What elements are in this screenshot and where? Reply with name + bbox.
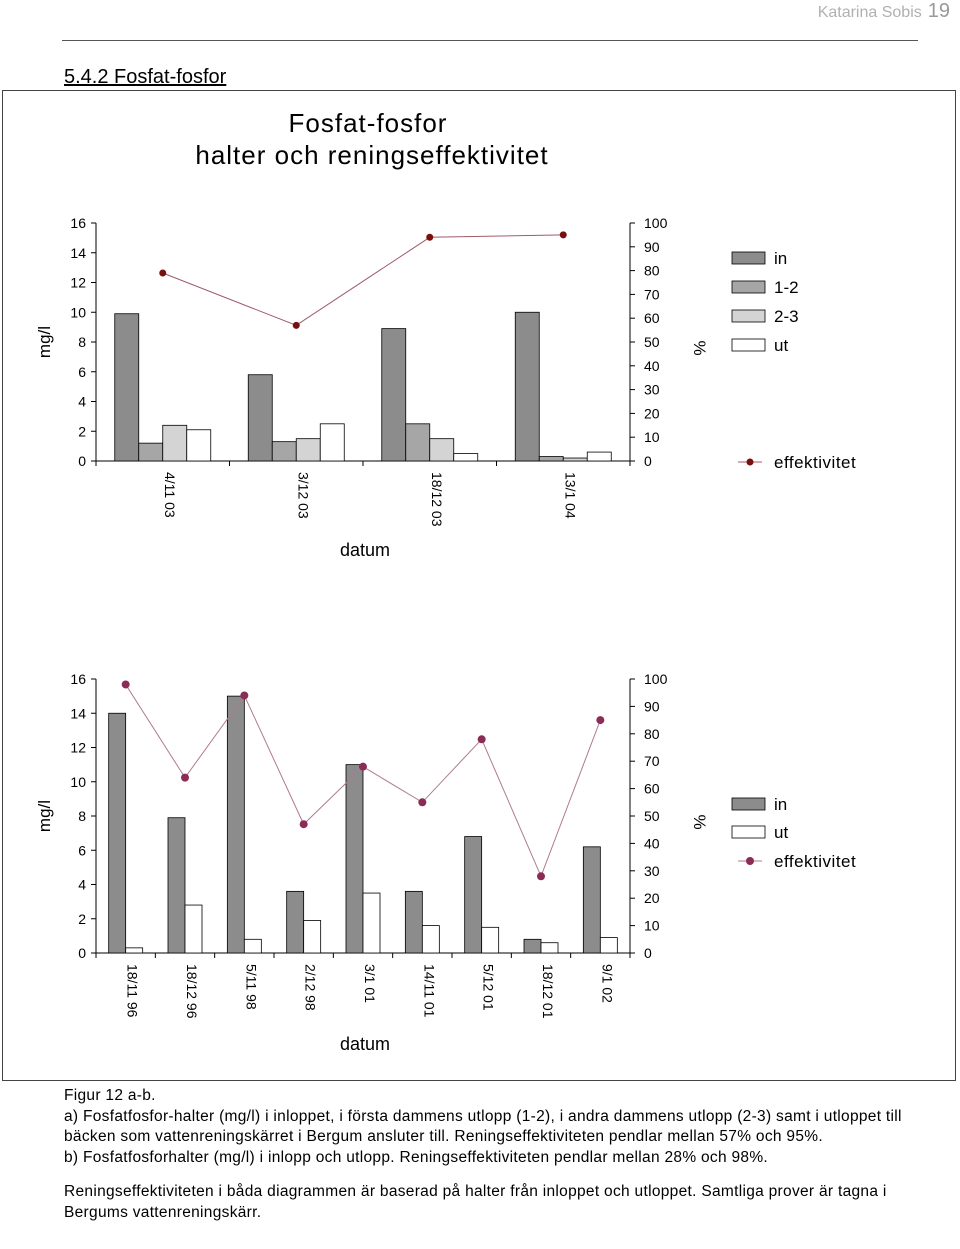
chart2-ytick-label: 8 <box>78 808 86 824</box>
chart2-bar-ut-4 <box>304 920 321 953</box>
chart1-ytick-label: 12 <box>70 274 86 291</box>
chart2-y2tick-label: 100 <box>644 671 668 687</box>
chart1-y2tick-label: 60 <box>644 310 660 327</box>
chart2-y2tick-label: 50 <box>644 808 660 824</box>
chart2-category-label: 18/11 96 <box>124 964 141 1018</box>
chart2-bar-ut-8 <box>541 943 558 953</box>
chart2-efficiency-point-4 <box>300 820 308 828</box>
chart1-y2tick-label: 80 <box>644 262 660 279</box>
chart2-y2tick-label: 10 <box>644 917 660 934</box>
chart1-subtitle: halter och reningseffektivitet <box>195 140 549 170</box>
chart2-legend-swatch-ut <box>732 826 765 838</box>
chart2-y2tick-label: 80 <box>644 725 660 742</box>
chart1-efficiency-point-3 <box>426 234 433 241</box>
chart1-ytick-label: 0 <box>78 453 86 469</box>
chart1-ytick-label: 2 <box>78 423 86 440</box>
chart1-legend-dot-effektivitet <box>747 459 754 466</box>
chart2-category-label: 9/1 02 <box>599 964 616 1003</box>
chart1-y2tick-label: 20 <box>644 405 660 422</box>
chart2-efficiency-point-6 <box>418 798 426 806</box>
chart2-ytick-label: 10 <box>70 773 86 790</box>
chart1-efficiency-line <box>163 235 564 325</box>
chart1-y2tick-label: 10 <box>644 429 660 446</box>
chart1-bar-in-2 <box>248 375 272 461</box>
chart2-category-label: 3/1 01 <box>362 964 378 1003</box>
chart1-legend-swatch-1-2 <box>732 281 765 293</box>
chart1-bar-in-4 <box>515 312 539 461</box>
chart2-bar-ut-9 <box>600 938 617 953</box>
chart2-efficiency-point-8 <box>537 872 545 880</box>
chart1-legend-label-effektivitet: effektivitet <box>774 453 857 472</box>
chart2-category-label: 18/12 96 <box>184 964 200 1019</box>
chart2-y2tick-label: 0 <box>644 945 652 961</box>
section-title: 5.4.2 Fosfat-fosfor <box>64 66 227 88</box>
chart2-category-label: 2/12 98 <box>302 964 319 1011</box>
chart2-legend-swatch-in <box>732 798 765 810</box>
chart2-bar-in-1 <box>109 713 126 953</box>
caption-b: b) Fosfatfosforhalter (mg/l) i inlopp och utlopp. Reningseffektiviteten pendlar mellan 28% och 98%. <box>64 1148 769 1166</box>
chart2-category-label: 5/11 98 <box>243 964 260 1010</box>
chart2-category-label: 5/12 01 <box>480 964 497 1011</box>
caption-figure-label: Figur 12 a-b. <box>64 1087 156 1104</box>
chart2-efficiency-point-2 <box>181 774 189 782</box>
chart1-bar-1-2-2 <box>272 442 296 461</box>
chart2-ytick-label: 16 <box>70 671 86 687</box>
chart2-efficiency-point-9 <box>596 716 604 724</box>
chart2-category-label: 14/11 01 <box>421 964 438 1018</box>
chart2-legend-label-ut: ut <box>774 823 789 842</box>
chart1-category-label: 18/12 03 <box>428 472 445 527</box>
caption-a: a) Fosfatfosfor-halter (mg/l) i inloppet, i första dammens utlopp (1-2), i andra dammens utlopp (2-3) samt i utloppet till bäcken som vattenreningskärret i Bergum ansluter till. Reningseffektiviteten pendlar mellan 57% och 95%. <box>64 1107 902 1145</box>
caption-note: Reningseffektiviteten i båda diagrammen är baserad på halter från inloppet och utloppet. Samtliga prover är tagna i Bergums vattenreningskärr. <box>64 1183 887 1221</box>
chart2-bar-in-3 <box>227 696 244 953</box>
chart1-legend-swatch-in <box>732 252 765 264</box>
chart2-bar-ut-5 <box>363 893 380 953</box>
chart1-legend-swatch-ut <box>732 339 765 351</box>
chart1-bar-ut-2 <box>320 424 344 461</box>
chart2-y2tick-label: 20 <box>644 890 660 907</box>
chart2-bar-in-9 <box>583 847 600 953</box>
chart2-xlabel: datum <box>339 1034 391 1054</box>
chart2-bar-ut-1 <box>126 948 143 953</box>
chart2-legend-label-effektivitet: effektivitet <box>774 852 857 871</box>
chart1-bar-2-3-4 <box>563 458 587 461</box>
chart1-y2label: % <box>690 340 709 356</box>
chart2-bar-in-5 <box>346 765 363 953</box>
chart2-efficiency-point-5 <box>359 763 367 771</box>
chart2-ytick-label: 12 <box>70 739 86 756</box>
chart1-efficiency-point-2 <box>293 322 300 329</box>
chart1-bar-1-2-4 <box>539 457 563 461</box>
chart2-ytick-label: 0 <box>78 945 86 961</box>
chart1-ylabel: mg/l <box>35 325 54 359</box>
chart2-bar-in-7 <box>465 837 482 953</box>
chart1-bar-1-2-1 <box>139 443 163 461</box>
chart1-bar-2-3-3 <box>430 439 454 461</box>
chart2-legend-dot-effektivitet <box>746 857 754 865</box>
chart1-y2tick-label: 90 <box>644 238 660 255</box>
chart1-ytick-label: 16 <box>70 215 86 231</box>
chart2-y2tick-label: 40 <box>644 835 660 852</box>
chart2-bar-in-2 <box>168 818 185 953</box>
chart1-bar-ut-1 <box>187 430 211 461</box>
chart1-bar-in-3 <box>382 329 406 461</box>
chart2-ytick-label: 14 <box>70 705 86 722</box>
page-number: 19 <box>927 0 950 22</box>
chart2-ytick-label: 2 <box>78 910 86 927</box>
chart2-bar-ut-6 <box>422 926 439 953</box>
chart1-category-label: 13/1 04 <box>562 472 579 519</box>
figure-caption <box>64 1086 954 1223</box>
chart2-ylabel: mg/l <box>35 799 54 833</box>
chart2-y2tick-label: 70 <box>644 753 660 770</box>
chart1-ytick-label: 6 <box>78 363 86 380</box>
author-name: Katarina Sobis <box>817 4 922 21</box>
chart1-ytick-label: 4 <box>78 393 86 410</box>
chart1-title: Fosfat-fosfor <box>288 108 448 138</box>
chart1-legend-label-ut: ut <box>774 336 789 355</box>
chart2-efficiency-point-3 <box>240 691 248 699</box>
chart2-legend-label-in: in <box>774 795 788 814</box>
chart1-y2tick-label: 0 <box>644 453 652 469</box>
chart1-bar-2-3-1 <box>163 425 187 461</box>
chart1-legend-label-in: in <box>774 249 788 268</box>
chart1-y2tick-label: 100 <box>644 215 668 231</box>
chart1-bar-1-2-3 <box>406 424 430 461</box>
chart1-ytick-label: 14 <box>70 244 86 261</box>
chart2-efficiency-point-7 <box>478 735 486 743</box>
chart1-efficiency-point-4 <box>560 231 567 238</box>
chart1-legend-label-1-2: 1-2 <box>774 278 799 297</box>
chart2-bar-in-6 <box>405 891 422 953</box>
chart1-y2tick-label: 70 <box>644 286 660 303</box>
chart2-y2label: % <box>690 814 709 830</box>
chart1-xlabel: datum <box>339 540 391 560</box>
chart2-y2tick-label: 60 <box>644 780 660 797</box>
chart1-bar-in-1 <box>115 314 139 461</box>
chart1-ytick-label: 10 <box>70 304 86 321</box>
chart1-y2tick-label: 50 <box>644 334 660 350</box>
chart2-ytick-label: 6 <box>78 842 86 859</box>
chart2-y2tick-label: 30 <box>644 862 660 879</box>
chart1-category-label: 3/12 03 <box>295 472 312 519</box>
chart1-ytick-label: 8 <box>78 334 86 350</box>
chart1-y2tick-label: 40 <box>644 357 660 374</box>
chart1-legend-swatch-2-3 <box>732 310 765 322</box>
chart2-bar-ut-7 <box>482 927 499 953</box>
chart1-efficiency-point-1 <box>159 269 166 276</box>
chart2-bar-ut-2 <box>185 905 202 953</box>
chart1-bar-ut-3 <box>454 454 478 461</box>
chart2-bar-ut-3 <box>244 939 261 953</box>
chart1-legend-label-2-3: 2-3 <box>774 307 799 326</box>
chart2-efficiency-point-1 <box>122 680 130 688</box>
chart2-ytick-label: 4 <box>78 876 86 893</box>
chart2-category-label: 18/12 01 <box>540 964 556 1019</box>
chart1-y2tick-label: 30 <box>644 381 660 398</box>
chart1-bar-ut-4 <box>587 452 611 461</box>
chart2-y2tick-label: 90 <box>644 698 660 715</box>
chart2-bar-in-4 <box>287 891 304 953</box>
chart1-bar-2-3-2 <box>296 439 320 461</box>
chart1-category-label: 4/11 03 <box>161 472 178 518</box>
chart2-bar-in-8 <box>524 939 541 953</box>
